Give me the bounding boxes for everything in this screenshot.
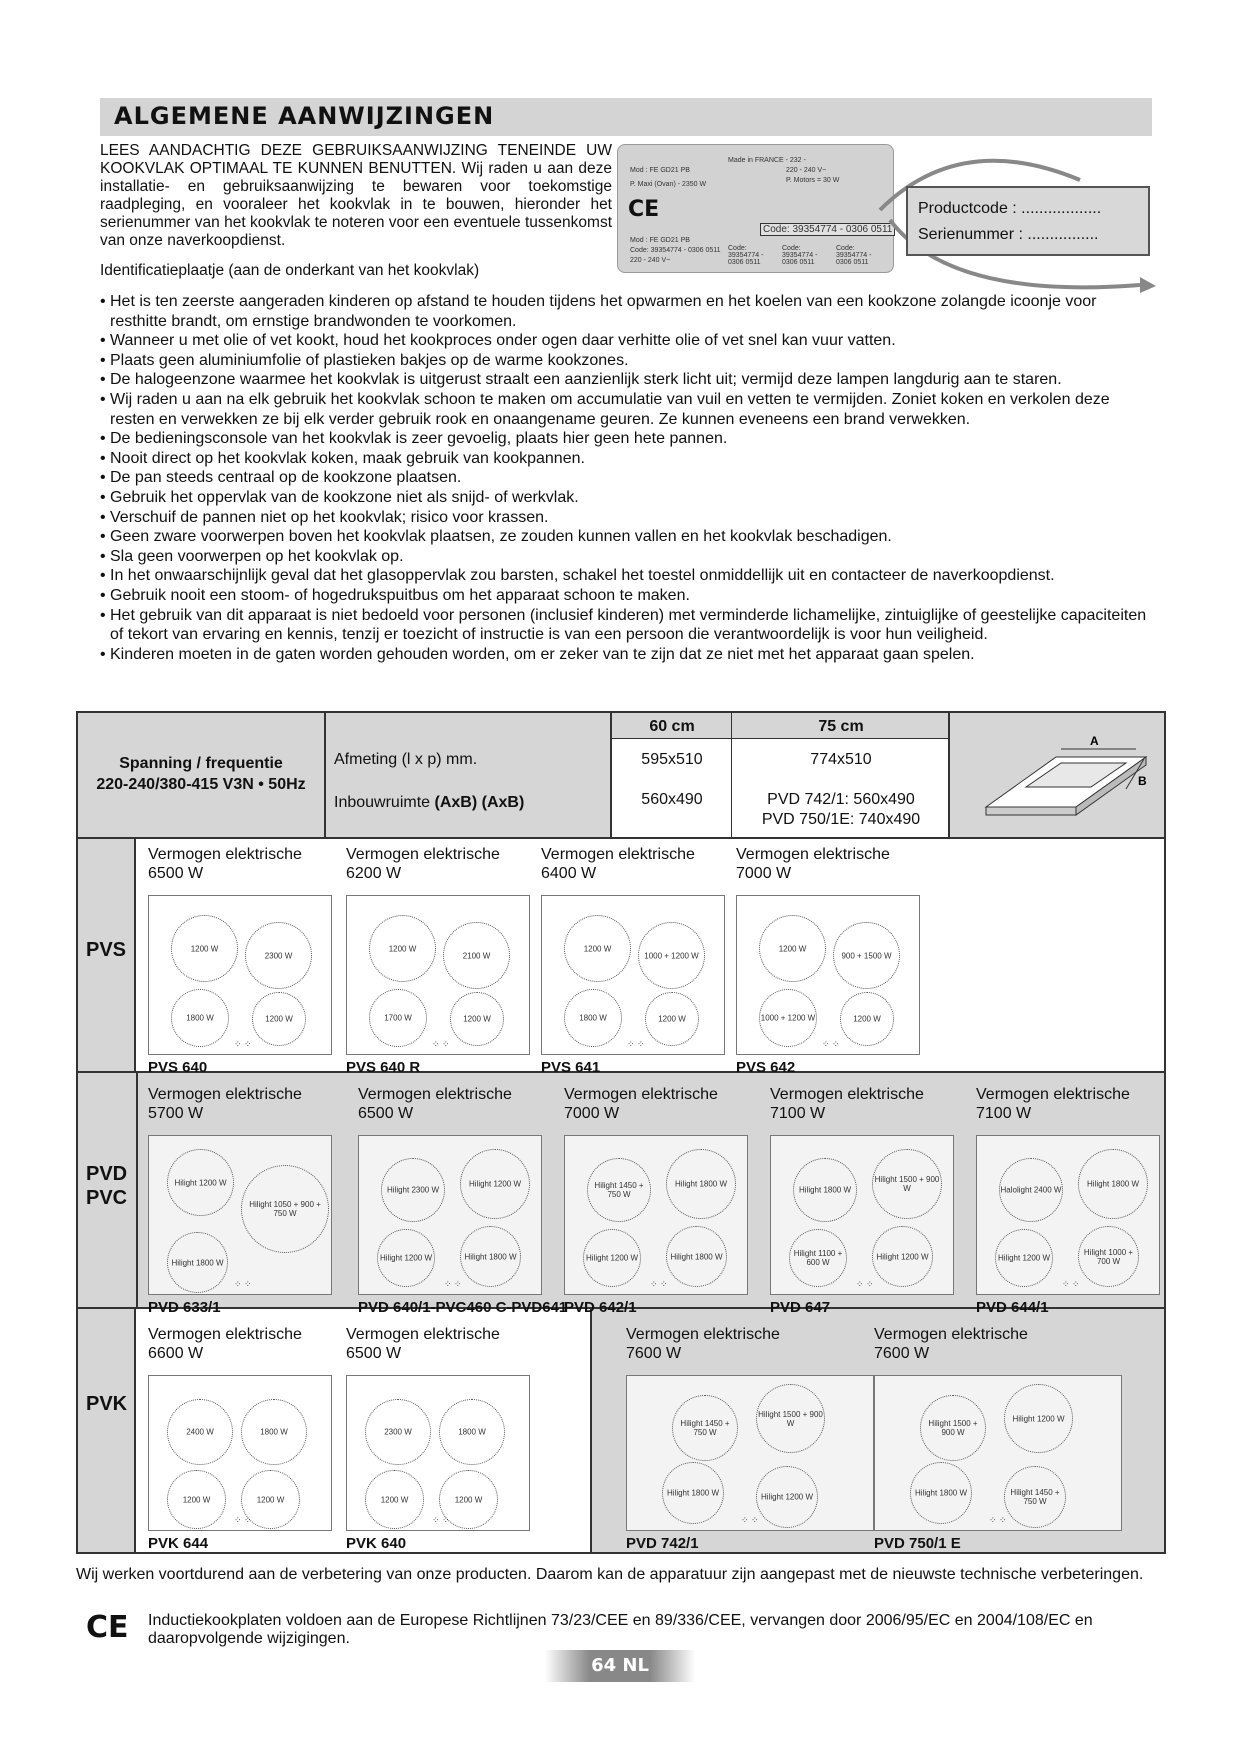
zone-power: 1200 W bbox=[388, 944, 417, 953]
model-name: PVD 633/1 bbox=[148, 1299, 221, 1316]
section-title: ALGEMENE AANWIJZINGEN bbox=[114, 102, 495, 130]
power-label: Vermogen elektrische bbox=[346, 1326, 500, 1343]
power-value: 7000 W bbox=[736, 865, 792, 882]
hob-diagram bbox=[358, 1135, 542, 1295]
cooking-zone bbox=[756, 1466, 818, 1528]
intro-text: LEES AANDACHTIG DEZE GEBRUIKSAANWIJZING TENEINDE UW KOOKVLAK OPTIMAAL TE KUNNEN BENUTTEN. Wij raden u aan deze installatie- en gebruiksaanwijzing te bewaren voor toekomstige raadpleging, en vooraleer het kookvlak in te bouwen, hieronder het serienummer van het kookvlak te noteren voor een eventuele tussenkomst van onze naverkoopdienst. bbox=[100, 142, 612, 249]
zone-power: Hilight 1450 + 750 W bbox=[594, 1181, 644, 1199]
voltage-label: Spanning / frequentie bbox=[119, 755, 283, 772]
zone-power: 1200 W bbox=[454, 1495, 483, 1504]
hob-diagram bbox=[346, 1375, 530, 1531]
plate-volt: 220 - 240 V~ bbox=[786, 167, 827, 174]
page-number: 64 NL bbox=[545, 1650, 695, 1682]
zone-power: Hilight 1200 W bbox=[468, 1179, 522, 1189]
directives-text: Inductiekookplaten voldoen aan de Europese Richtlijnen 73/23/CEE en 89/336/CEE, vervangen door 2006/95/EC en 2004/108/EC en daaropvolgende wijzigingen. bbox=[148, 1612, 1093, 1647]
control-icon: ⁘ ⁘ bbox=[432, 1039, 450, 1049]
control-icon: ⁘ ⁘ bbox=[822, 1039, 840, 1049]
serial-number-field: Serienummer : ................ bbox=[918, 226, 1099, 243]
cooking-zone bbox=[241, 1165, 329, 1253]
safety-item: • In het onwaarschijnlijk geval dat het glasoppervlak zou barsten, schakel het toestel onmiddellijk uit en contacteer de naverkoopdienst. bbox=[98, 566, 1153, 586]
cooking-zone bbox=[756, 1384, 825, 1453]
cooking-zone bbox=[1078, 1226, 1139, 1287]
control-icon: ⁘ ⁘ bbox=[234, 1039, 252, 1049]
model-name: PVS 642 bbox=[736, 1059, 796, 1076]
zone-power: Hilight 1500 + 900 W bbox=[874, 1175, 940, 1193]
cooking-zone bbox=[460, 1149, 530, 1219]
zone-power: Hilight 1200 W bbox=[997, 1253, 1051, 1263]
product-code-box bbox=[906, 186, 1150, 256]
zone-power: Hilight 1200 W bbox=[876, 1252, 929, 1261]
cooking-zone bbox=[564, 989, 622, 1047]
model-name: PVS 640 R bbox=[346, 1059, 421, 1076]
zone-power: 1200 W bbox=[583, 944, 612, 953]
control-icon: ⁘ ⁘ bbox=[627, 1039, 645, 1049]
power-value: 6600 W bbox=[148, 1345, 204, 1362]
cooking-zone bbox=[872, 1149, 942, 1219]
pvs-label: PVS bbox=[86, 939, 127, 961]
safety-item: • De pan steeds centraal op de kookzone plaatsen. bbox=[98, 468, 1153, 488]
power-value: 6500 W bbox=[358, 1105, 414, 1122]
cooking-zone bbox=[167, 1149, 234, 1216]
model-name: PVD 640/1-PVC460 C-PVD641 bbox=[358, 1299, 568, 1316]
model-name: PVD 644/1 bbox=[976, 1299, 1049, 1316]
power-label: Vermogen elektrische bbox=[874, 1326, 1028, 1343]
zone-power: 1000 + 1200 W bbox=[760, 1013, 816, 1023]
pvc-label: PVC bbox=[86, 1187, 128, 1209]
power-value: 5700 W bbox=[148, 1105, 204, 1122]
hob-diagram bbox=[736, 895, 920, 1055]
model-name: PVK 640 bbox=[346, 1535, 407, 1552]
plate-mod: Mod : FE GD21 PB bbox=[630, 167, 690, 174]
install-75b: PVD 750/1E: 740x490 bbox=[761, 811, 921, 828]
zone-power: 1200 W bbox=[778, 944, 807, 953]
cooking-zone bbox=[564, 915, 631, 982]
power-label: Vermogen elektrische bbox=[626, 1326, 780, 1343]
cooking-zone bbox=[439, 1399, 505, 1465]
control-icon: ⁘ ⁘ bbox=[234, 1515, 252, 1525]
control-icon: ⁘ ⁘ bbox=[741, 1515, 759, 1525]
hob-diagram bbox=[626, 1375, 874, 1531]
power-label: Vermogen elektrische bbox=[770, 1086, 924, 1103]
cooking-zone bbox=[759, 989, 817, 1047]
zone-power: Hilight 1000 + 700 W bbox=[1083, 1247, 1134, 1266]
model-name: PVD 750/1 E bbox=[874, 1535, 961, 1552]
zone-power: Hilight 1200 W bbox=[585, 1253, 639, 1263]
zone-power: 1700 W bbox=[384, 1013, 412, 1023]
hob-diagram bbox=[564, 1135, 748, 1295]
size-60: 595x510 bbox=[641, 751, 703, 768]
hob-diagram bbox=[541, 895, 725, 1055]
cooking-zone bbox=[365, 1470, 424, 1529]
cooking-zone bbox=[241, 1399, 307, 1465]
cooking-zone bbox=[460, 1226, 521, 1287]
zone-power: 1200 W bbox=[182, 1495, 211, 1504]
zone-power: Hilight 1200 W bbox=[1012, 1414, 1065, 1423]
install-60: 560x490 bbox=[641, 791, 703, 808]
cooking-zone bbox=[245, 922, 312, 989]
zone-power: Hilight 2300 W bbox=[386, 1185, 440, 1195]
cooking-zone bbox=[369, 989, 427, 1047]
safety-item: • Gebruik het oppervlak van de kookzone niet als snijd- of werkvlak. bbox=[98, 488, 1153, 508]
dim-a-label: A bbox=[1090, 734, 1099, 748]
zone-power: Hilight 1800 W bbox=[464, 1252, 517, 1261]
power-value: 6500 W bbox=[346, 1345, 402, 1362]
zone-power: Hilight 1050 + 900 + 750 W bbox=[249, 1200, 321, 1218]
zone-power: Hilight 1800 W bbox=[1086, 1179, 1140, 1189]
size-label: Afmeting (l x p) mm. bbox=[334, 751, 478, 768]
model-name: PVD 647 bbox=[770, 1299, 831, 1316]
cooking-zone bbox=[583, 1229, 641, 1287]
power-label: Vermogen elektrische bbox=[564, 1086, 718, 1103]
zone-power: 1800 W bbox=[458, 1427, 486, 1437]
cooking-zone bbox=[872, 1226, 933, 1287]
zone-power: 1800 W bbox=[579, 1013, 607, 1023]
cooking-zone bbox=[638, 922, 705, 989]
model-name: PVD 742/1 bbox=[626, 1535, 699, 1552]
plate-stub: Code: 39354774 - 0306 0511 bbox=[836, 245, 872, 266]
install-label-text: Inbouwruimte bbox=[334, 794, 431, 811]
col-60-label: 60 cm bbox=[649, 718, 695, 735]
install-label-bold: (AxB) (AxB) bbox=[434, 794, 525, 811]
safety-item: • Gebruik nooit een stoom- of hogedrukspuitbus om het apparaat schoon te maken. bbox=[98, 586, 1153, 606]
zone-power: 1000 + 1200 W bbox=[644, 951, 699, 960]
model-layer bbox=[78, 713, 1164, 1552]
zone-power: 1200 W bbox=[190, 944, 219, 953]
cooking-zone bbox=[840, 992, 894, 1046]
plate-made: Made in FRANCE - 232 - bbox=[728, 157, 806, 164]
ce-mark-icon: CE bbox=[628, 197, 660, 222]
control-icon: ⁘ ⁘ bbox=[1062, 1279, 1080, 1289]
safety-item: • Sla geen voorwerpen op het kookvlak op. bbox=[98, 547, 1153, 567]
plate-code: Code: 39354774 - 0306 0511 bbox=[760, 223, 895, 236]
hob-diagram bbox=[976, 1135, 1160, 1295]
safety-item: • Verschuif de pannen niet op het kookvlak; risico voor krassen. bbox=[98, 508, 1153, 528]
plate-caption: Identificatieplaatje (aan de onderkant van het kookvlak) bbox=[100, 262, 480, 279]
power-value: 7100 W bbox=[770, 1105, 826, 1122]
cooking-zone bbox=[381, 1158, 445, 1222]
zone-power: 2400 W bbox=[186, 1427, 214, 1437]
zone-power: 1200 W bbox=[256, 1495, 285, 1504]
model-name: PVK 644 bbox=[148, 1535, 209, 1552]
cooking-zone bbox=[171, 989, 229, 1047]
power-value: 6500 W bbox=[148, 865, 204, 882]
cooking-zone bbox=[833, 922, 900, 989]
control-icon: ⁘ ⁘ bbox=[432, 1515, 450, 1525]
model-name: PVD 642/1 bbox=[564, 1299, 637, 1316]
cooking-zone bbox=[793, 1158, 857, 1222]
dim-b-label: B bbox=[1138, 774, 1147, 788]
safety-item: • Nooit direct op het kookvlak koken, maak gebruik van kookpannen. bbox=[98, 449, 1153, 469]
power-label: Vermogen elektrische bbox=[541, 846, 695, 863]
product-code-field: Productcode : .................. bbox=[918, 200, 1102, 217]
zone-power: 1800 W bbox=[186, 1013, 214, 1023]
zone-power: 1200 W bbox=[463, 1014, 491, 1024]
safety-item: • Het gebruik van dit apparaat is niet bedoeld voor personen (inclusief kinderen) met verminderde lichamelijke, zintuiglijke of geestelijke capaciteiten of tekort van ervaring en kennis, tenzij er toezicht of instructie is van een persoon die verantwoordelijk is voor hun veiligheid. bbox=[98, 606, 1153, 645]
install-75a: PVD 742/1: 560x490 bbox=[767, 791, 915, 808]
pvk-label: PVK bbox=[86, 1393, 128, 1415]
zone-power: Hilight 1800 W bbox=[670, 1252, 723, 1261]
plate-code2: Code: 39354774 - 0306 0511 bbox=[630, 247, 721, 254]
plate-stub: Code: 39354774 - 0306 0511 bbox=[782, 245, 818, 266]
cooking-zone bbox=[662, 1462, 724, 1524]
zone-power: 1200 W bbox=[380, 1495, 409, 1504]
safety-item: • Geen zware voorwerpen boven het kookvlak plaatsen, ze zouden kunnen vallen en het kookvlak beschadigen. bbox=[98, 527, 1153, 547]
cooking-zone bbox=[167, 1232, 228, 1293]
zone-power: Hilight 1200 W bbox=[760, 1492, 814, 1502]
plate-pmot: P. Motors = 30 W bbox=[786, 177, 840, 184]
zone-power: Hilight 1100 + 600 W bbox=[793, 1249, 843, 1267]
power-value: 6400 W bbox=[541, 865, 597, 882]
cooking-zone bbox=[167, 1470, 226, 1529]
hob-diagram bbox=[148, 1375, 332, 1531]
control-icon: ⁘ ⁘ bbox=[650, 1279, 668, 1289]
cooking-zone bbox=[377, 1229, 435, 1287]
cooking-zone bbox=[910, 1462, 972, 1524]
power-label: Vermogen elektrische bbox=[976, 1086, 1130, 1103]
cooking-zone bbox=[789, 1229, 847, 1287]
plate-volt2: 220 - 240 V~ bbox=[630, 257, 671, 264]
cooking-zone bbox=[443, 922, 510, 989]
safety-item: • Wij raden u aan na elk gebruik het kookvlak schoon te maken om accumulatie van vuil en vetten te vermijden. Zoniet koken en verkolen deze resten en verwekken ze bij elk verder gebruik rook en onaangename geuren. Ze kunnen eveneens een brand verwekken. bbox=[98, 390, 1153, 429]
cooking-zone bbox=[1004, 1466, 1066, 1528]
size-75: 774x510 bbox=[810, 751, 872, 768]
zone-power: Hilight 1450 + 750 W bbox=[1010, 1488, 1060, 1506]
cooking-zone bbox=[1004, 1384, 1073, 1453]
zone-power: Hilight 1450 + 750 W bbox=[680, 1419, 730, 1437]
cooking-zone bbox=[645, 992, 699, 1046]
zone-power: 1800 W bbox=[260, 1427, 288, 1437]
safety-item: • Het is ten zeerste aangeraden kinderen op afstand te houden tijdens het opwarmen en het koelen van een kookzone zolangde icoonje voor resthitte brandt, om ernstige brandwonden te voorkomen. bbox=[98, 292, 1153, 331]
cooking-zone bbox=[369, 915, 436, 982]
zone-power: Hilight 1200 W bbox=[174, 1178, 227, 1187]
section-header bbox=[100, 98, 1152, 136]
cooking-zone bbox=[167, 1399, 233, 1465]
power-label: Vermogen elektrische bbox=[346, 846, 500, 863]
zone-power: Hilight 1500 + 900 W bbox=[758, 1409, 823, 1428]
control-icon: ⁘ ⁘ bbox=[234, 1279, 252, 1289]
control-icon: ⁘ ⁘ bbox=[989, 1515, 1007, 1525]
cooking-zone bbox=[995, 1229, 1053, 1287]
plate-mod2: Mod : FE GD21 PB bbox=[630, 237, 690, 244]
zone-power: Halolight 2400 W bbox=[1000, 1185, 1062, 1195]
power-label: Vermogen elektrische bbox=[148, 1086, 302, 1103]
hob-diagram bbox=[148, 1135, 332, 1295]
zone-power: 1200 W bbox=[853, 1014, 881, 1024]
control-icon: ⁘ ⁘ bbox=[856, 1279, 874, 1289]
safety-item: • De halogeenzone waarmee het kookvlak is uitgerust straalt een aanzienlijk sterk licht uit; vermijd deze lampen langdurig aan te staren. bbox=[98, 370, 1153, 390]
zone-power: 1200 W bbox=[265, 1014, 293, 1024]
safety-list bbox=[98, 292, 1153, 664]
zone-power: 2100 W bbox=[462, 951, 491, 960]
power-value: 7000 W bbox=[564, 1105, 620, 1122]
plate-pmax: P. Maxi (Ovan) - 2350 W bbox=[630, 181, 707, 188]
zone-power: Hilight 1500 + 900 W bbox=[928, 1419, 978, 1437]
spec-table bbox=[76, 711, 1166, 1554]
zone-power: Hilight 1200 W bbox=[379, 1253, 433, 1263]
pvd-label: PVD bbox=[86, 1163, 128, 1185]
power-value: 7100 W bbox=[976, 1105, 1032, 1122]
power-label: Vermogen elektrische bbox=[148, 1326, 302, 1343]
cooking-zone bbox=[252, 992, 306, 1046]
cooking-zone bbox=[672, 1395, 738, 1461]
cooking-zone bbox=[759, 915, 826, 982]
safety-item: • Kinderen moeten in de gaten worden gehouden worden, om er zeker van te zijn dat ze niet met het apparaat gaan spelen. bbox=[98, 645, 1153, 665]
hob-diagram bbox=[770, 1135, 954, 1295]
cooking-zone bbox=[999, 1158, 1063, 1222]
cooking-zone bbox=[587, 1158, 651, 1222]
cooking-zone bbox=[365, 1399, 431, 1465]
cooking-zone bbox=[666, 1149, 736, 1219]
safety-item: • De bedieningsconsole van het kookvlak is zeer gevoelig, plaats hier geen hete pannen. bbox=[98, 429, 1153, 449]
zone-power: Hilight 1800 W bbox=[798, 1185, 852, 1195]
hob-diagram bbox=[346, 895, 530, 1055]
zone-power: 2300 W bbox=[384, 1427, 412, 1437]
cooking-zone bbox=[171, 915, 238, 982]
power-value: 7600 W bbox=[874, 1345, 930, 1362]
control-icon: ⁘ ⁘ bbox=[444, 1279, 462, 1289]
zone-power: Hilight 1800 W bbox=[914, 1488, 968, 1498]
model-name: PVS 641 bbox=[541, 1059, 601, 1076]
power-value: 6200 W bbox=[346, 865, 402, 882]
plate-stub: Code: 39354774 - 0306 0511 bbox=[728, 245, 764, 266]
hob-diagram bbox=[874, 1375, 1122, 1531]
zone-power: 900 + 1500 W bbox=[841, 951, 892, 960]
model-name: PVS 640 bbox=[148, 1059, 208, 1076]
col-75-label: 75 cm bbox=[818, 718, 864, 735]
cooking-zone bbox=[920, 1395, 986, 1461]
zone-power: 1200 W bbox=[658, 1014, 686, 1024]
zone-power: Hilight 1800 W bbox=[674, 1179, 728, 1189]
power-label: Vermogen elektrische bbox=[358, 1086, 512, 1103]
cooking-zone bbox=[666, 1226, 727, 1287]
zone-power: Hilight 1800 W bbox=[171, 1258, 224, 1267]
power-label: Vermogen elektrische bbox=[148, 846, 302, 863]
voltage-value: 220-240/380-415 V3N • 50Hz bbox=[96, 776, 306, 793]
zone-power: Hilight 1800 W bbox=[666, 1488, 720, 1498]
zone-power: 2300 W bbox=[264, 951, 293, 960]
safety-item: • Plaats geen aluminiumfolie of plastieken bakjes op de warme kookzones. bbox=[98, 351, 1153, 371]
safety-item: • Wanneer u met olie of vet kookt, houd het kookproces onder ogen daar verhitte olie of vet snel kan vuur vatten. bbox=[98, 331, 1153, 351]
ce-mark-icon: CE bbox=[86, 1610, 129, 1645]
hob-diagram bbox=[148, 895, 332, 1055]
power-label: Vermogen elektrische bbox=[736, 846, 890, 863]
improvement-note: Wij werken voortdurend aan de verbetering van onze producten. Daarom kan de apparatuur zijn aangepast met de nieuwste technische verbeteringen. bbox=[76, 1566, 1144, 1583]
cooking-zone bbox=[1078, 1149, 1148, 1219]
cooking-zone bbox=[450, 992, 504, 1046]
power-value: 7600 W bbox=[626, 1345, 682, 1362]
